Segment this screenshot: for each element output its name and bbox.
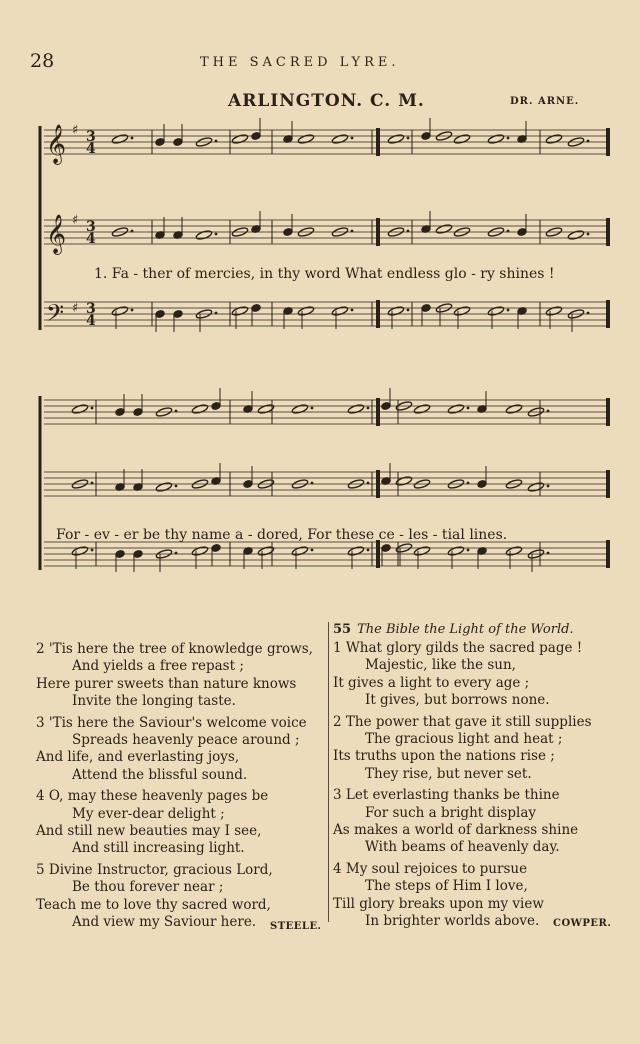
note-head (331, 305, 348, 316)
note-head (347, 545, 364, 556)
treble-clef-icon: 𝄞 (46, 214, 67, 254)
augmentation-dot (367, 407, 370, 410)
composer-credit: DR. ARNE. (510, 96, 580, 107)
note-head (133, 408, 143, 416)
left-hymn-author: STEELE. (270, 921, 322, 932)
right_hymn-verse-3-line-2: For such a bright display (365, 804, 536, 821)
left_hymn-verse-1-line-3: Here purer sweets than nature knows (36, 675, 297, 692)
augmentation-dot (175, 485, 178, 488)
note-head (297, 305, 314, 316)
note-head (291, 403, 308, 414)
note-head (211, 402, 221, 410)
augmentation-dot (407, 309, 410, 312)
augmentation-dot (311, 482, 314, 485)
augmentation-dot (215, 233, 218, 236)
score-systems (40, 118, 608, 572)
left_hymn-verse-2-line-2: Spreads heavenly peace around ; (72, 732, 300, 748)
note-head (453, 305, 470, 316)
right_hymn-verse-4-line-2: The steps of Him I love, (365, 878, 528, 895)
augmentation-dot (507, 230, 510, 233)
augmentation-dot (467, 407, 470, 410)
augmentation-dot (587, 312, 590, 315)
augmentation-dot (547, 410, 550, 413)
right_hymn-verse-4-line-4: In brighter worlds above. (365, 913, 540, 929)
augmentation-dot (547, 552, 550, 555)
note-head (195, 229, 212, 240)
note-head (71, 403, 88, 414)
note-head (545, 133, 562, 144)
left_hymn-verse-4-line-1: 5 Divine Instructor, gracious Lord, (36, 861, 273, 878)
note-head (283, 228, 293, 236)
left_hymn-verse-1-line-1: 2 'Tis here the tree of knowledge grows, (36, 641, 313, 657)
augmentation-dot (311, 549, 314, 552)
time-signature-top: 3 (86, 301, 96, 317)
right_hymn-verse-1-line-4: It gives, but borrows none. (365, 692, 550, 709)
column-divider (328, 622, 329, 922)
right_hymn-verse-2-line-4: They rise, but never set. (365, 765, 532, 782)
augmentation-dot (175, 552, 178, 555)
lyric-line-1: 1. Fa - ther of mercies, in thy word What endless glo - ry shines ! (94, 266, 555, 282)
right_hymn-verse-3-line-1: 3 Let everlasting thanks be thine (333, 787, 560, 804)
note-head (155, 138, 165, 146)
note-head (413, 403, 430, 414)
note-head (421, 304, 431, 312)
left_hymn-verse-3-line-3: And still new beauties may I see, (36, 823, 262, 839)
note-head (421, 132, 431, 140)
left_hymn-verse-3-line-1: 4 O, may these heavenly pages be (36, 788, 269, 805)
time-signature-bottom: 4 (86, 313, 96, 329)
note-head (453, 133, 470, 144)
augmentation-dot (91, 407, 94, 410)
augmentation-dot (351, 137, 354, 140)
augmentation-dot (91, 482, 94, 485)
note-head (173, 138, 183, 146)
lyric-line-2: For - ev - er be thy name a - dored, For these ce - les - tial lines. (56, 527, 508, 543)
page-number: 28 (30, 50, 55, 72)
note-head (477, 480, 487, 488)
note-head (211, 544, 221, 552)
note-head (71, 545, 88, 556)
augmentation-dot (407, 137, 410, 140)
augmentation-dot (467, 549, 470, 552)
left_hymn-verse-4-line-2: Be thou forever near ; (72, 879, 224, 896)
note-head (505, 545, 522, 556)
augmentation-dot (351, 230, 354, 233)
note-head (505, 403, 522, 414)
note-head (251, 132, 261, 140)
augmentation-dot (587, 233, 590, 236)
note-head (381, 544, 391, 552)
note-head (111, 133, 128, 144)
note-head (387, 133, 404, 144)
note-head (567, 229, 584, 240)
augmentation-dot (175, 410, 178, 413)
augmentation-dot (507, 309, 510, 312)
augmentation-dot (131, 309, 134, 312)
note-head (331, 133, 348, 144)
right_hymn-verse-4-line-3: Till glory breaks upon my view (333, 895, 544, 912)
note-head (387, 305, 404, 316)
left_hymn-verse-2-line-1: 3 'Tis here the Saviour's welcome voice (36, 714, 307, 731)
note-head (291, 545, 308, 556)
right_hymn-verse-2-line-3: Its truths upon the nations rise ; (333, 748, 555, 765)
augmentation-dot (351, 309, 354, 312)
augmentation-dot (507, 137, 510, 140)
augmentation-dot (215, 312, 218, 315)
note-head (487, 133, 504, 144)
note-head (231, 305, 248, 316)
augmentation-dot (131, 230, 134, 233)
running-title: THE SACRED LYRE. (200, 55, 400, 70)
note-head (517, 228, 527, 236)
left_hymn-verse-3-line-4: And still increasing light. (72, 840, 245, 857)
note-head (115, 550, 125, 558)
sharp-icon: ♯ (72, 301, 79, 316)
note-head (381, 402, 391, 410)
note-head (251, 304, 261, 312)
note-head (545, 305, 562, 316)
note-head (231, 133, 248, 144)
bass-clef-icon: 𝄢 (46, 299, 65, 332)
note-head (173, 310, 183, 318)
tune-title: ARLINGTON. C. M. (228, 91, 425, 111)
sharp-icon: ♯ (72, 123, 79, 138)
left_hymn-verse-3-line-2: My ever-dear delight ; (72, 805, 225, 822)
time-signature-top: 3 (86, 219, 96, 235)
note-head (155, 310, 165, 318)
left_hymn-verse-4-line-3: Teach me to love thy sacred word, (36, 896, 271, 913)
note-head (413, 545, 430, 556)
right_hymn-verse-3-line-3: As makes a world of darkness shine (333, 822, 579, 838)
treble-clef-icon: 𝄞 (46, 124, 67, 164)
right_hymn-verse-1-line-3: It gives a light to every age ; (333, 674, 530, 691)
note-head (111, 305, 128, 316)
augmentation-dot (467, 482, 470, 485)
time-signature-bottom: 4 (86, 231, 96, 247)
note-head (297, 133, 314, 144)
left_hymn-verse-2-line-3: And life, and everlasting joys, (36, 749, 240, 766)
right-hymn-heading (333, 622, 574, 637)
note-head (155, 481, 172, 492)
augmentation-dot (131, 137, 134, 140)
sharp-icon: ♯ (72, 213, 79, 228)
augmentation-dot (367, 482, 370, 485)
augmentation-dot (215, 140, 218, 143)
augmentation-dot (547, 485, 550, 488)
right_hymn-verse-4-line-1: 4 My soul rejoices to pursue (333, 860, 528, 877)
left_hymn-verse-1-line-4: Invite the longing taste. (72, 693, 236, 710)
note-head (115, 408, 125, 416)
left_hymn-verse-2-line-4: Attend the blissful sound. (72, 766, 248, 783)
right_hymn-verse-1-line-1: 1 What glory gilds the sacred page ! (333, 640, 583, 656)
right_hymn-verse-1-line-2: Majestic, like the sun, (365, 657, 516, 674)
hymn-number: 55 (333, 622, 352, 637)
note-head (191, 545, 208, 556)
right_hymn-verse-2-line-1: 2 The power that gave it still supplies (333, 713, 592, 730)
note-head (447, 545, 464, 556)
note-head (527, 481, 544, 492)
augmentation-dot (407, 230, 410, 233)
time-signature-bottom: 4 (86, 141, 96, 157)
augmentation-dot (367, 549, 370, 552)
left_hymn-verse-1-line-2: And yields a free repast ; (72, 658, 244, 675)
right_hymn-verse-2-line-2: The gracious light and heat ; (365, 731, 563, 747)
note-head (447, 403, 464, 414)
note-head (435, 223, 452, 234)
note-head (487, 305, 504, 316)
augmentation-dot (91, 549, 94, 552)
augmentation-dot (311, 407, 314, 410)
note-head (191, 403, 208, 414)
right_hymn-verse-3-line-4: With beams of heavenly day. (365, 839, 560, 856)
hymn-title: The Bible the Light of the World. (357, 622, 574, 637)
left_hymn-verse-4-line-4: And view my Saviour here. (72, 914, 257, 930)
time-signature-top: 3 (86, 129, 96, 145)
augmentation-dot (587, 140, 590, 143)
note-head (243, 480, 253, 488)
right-hymn-author: COWPER. (553, 918, 612, 929)
note-head (133, 550, 143, 558)
note-head (347, 403, 364, 414)
